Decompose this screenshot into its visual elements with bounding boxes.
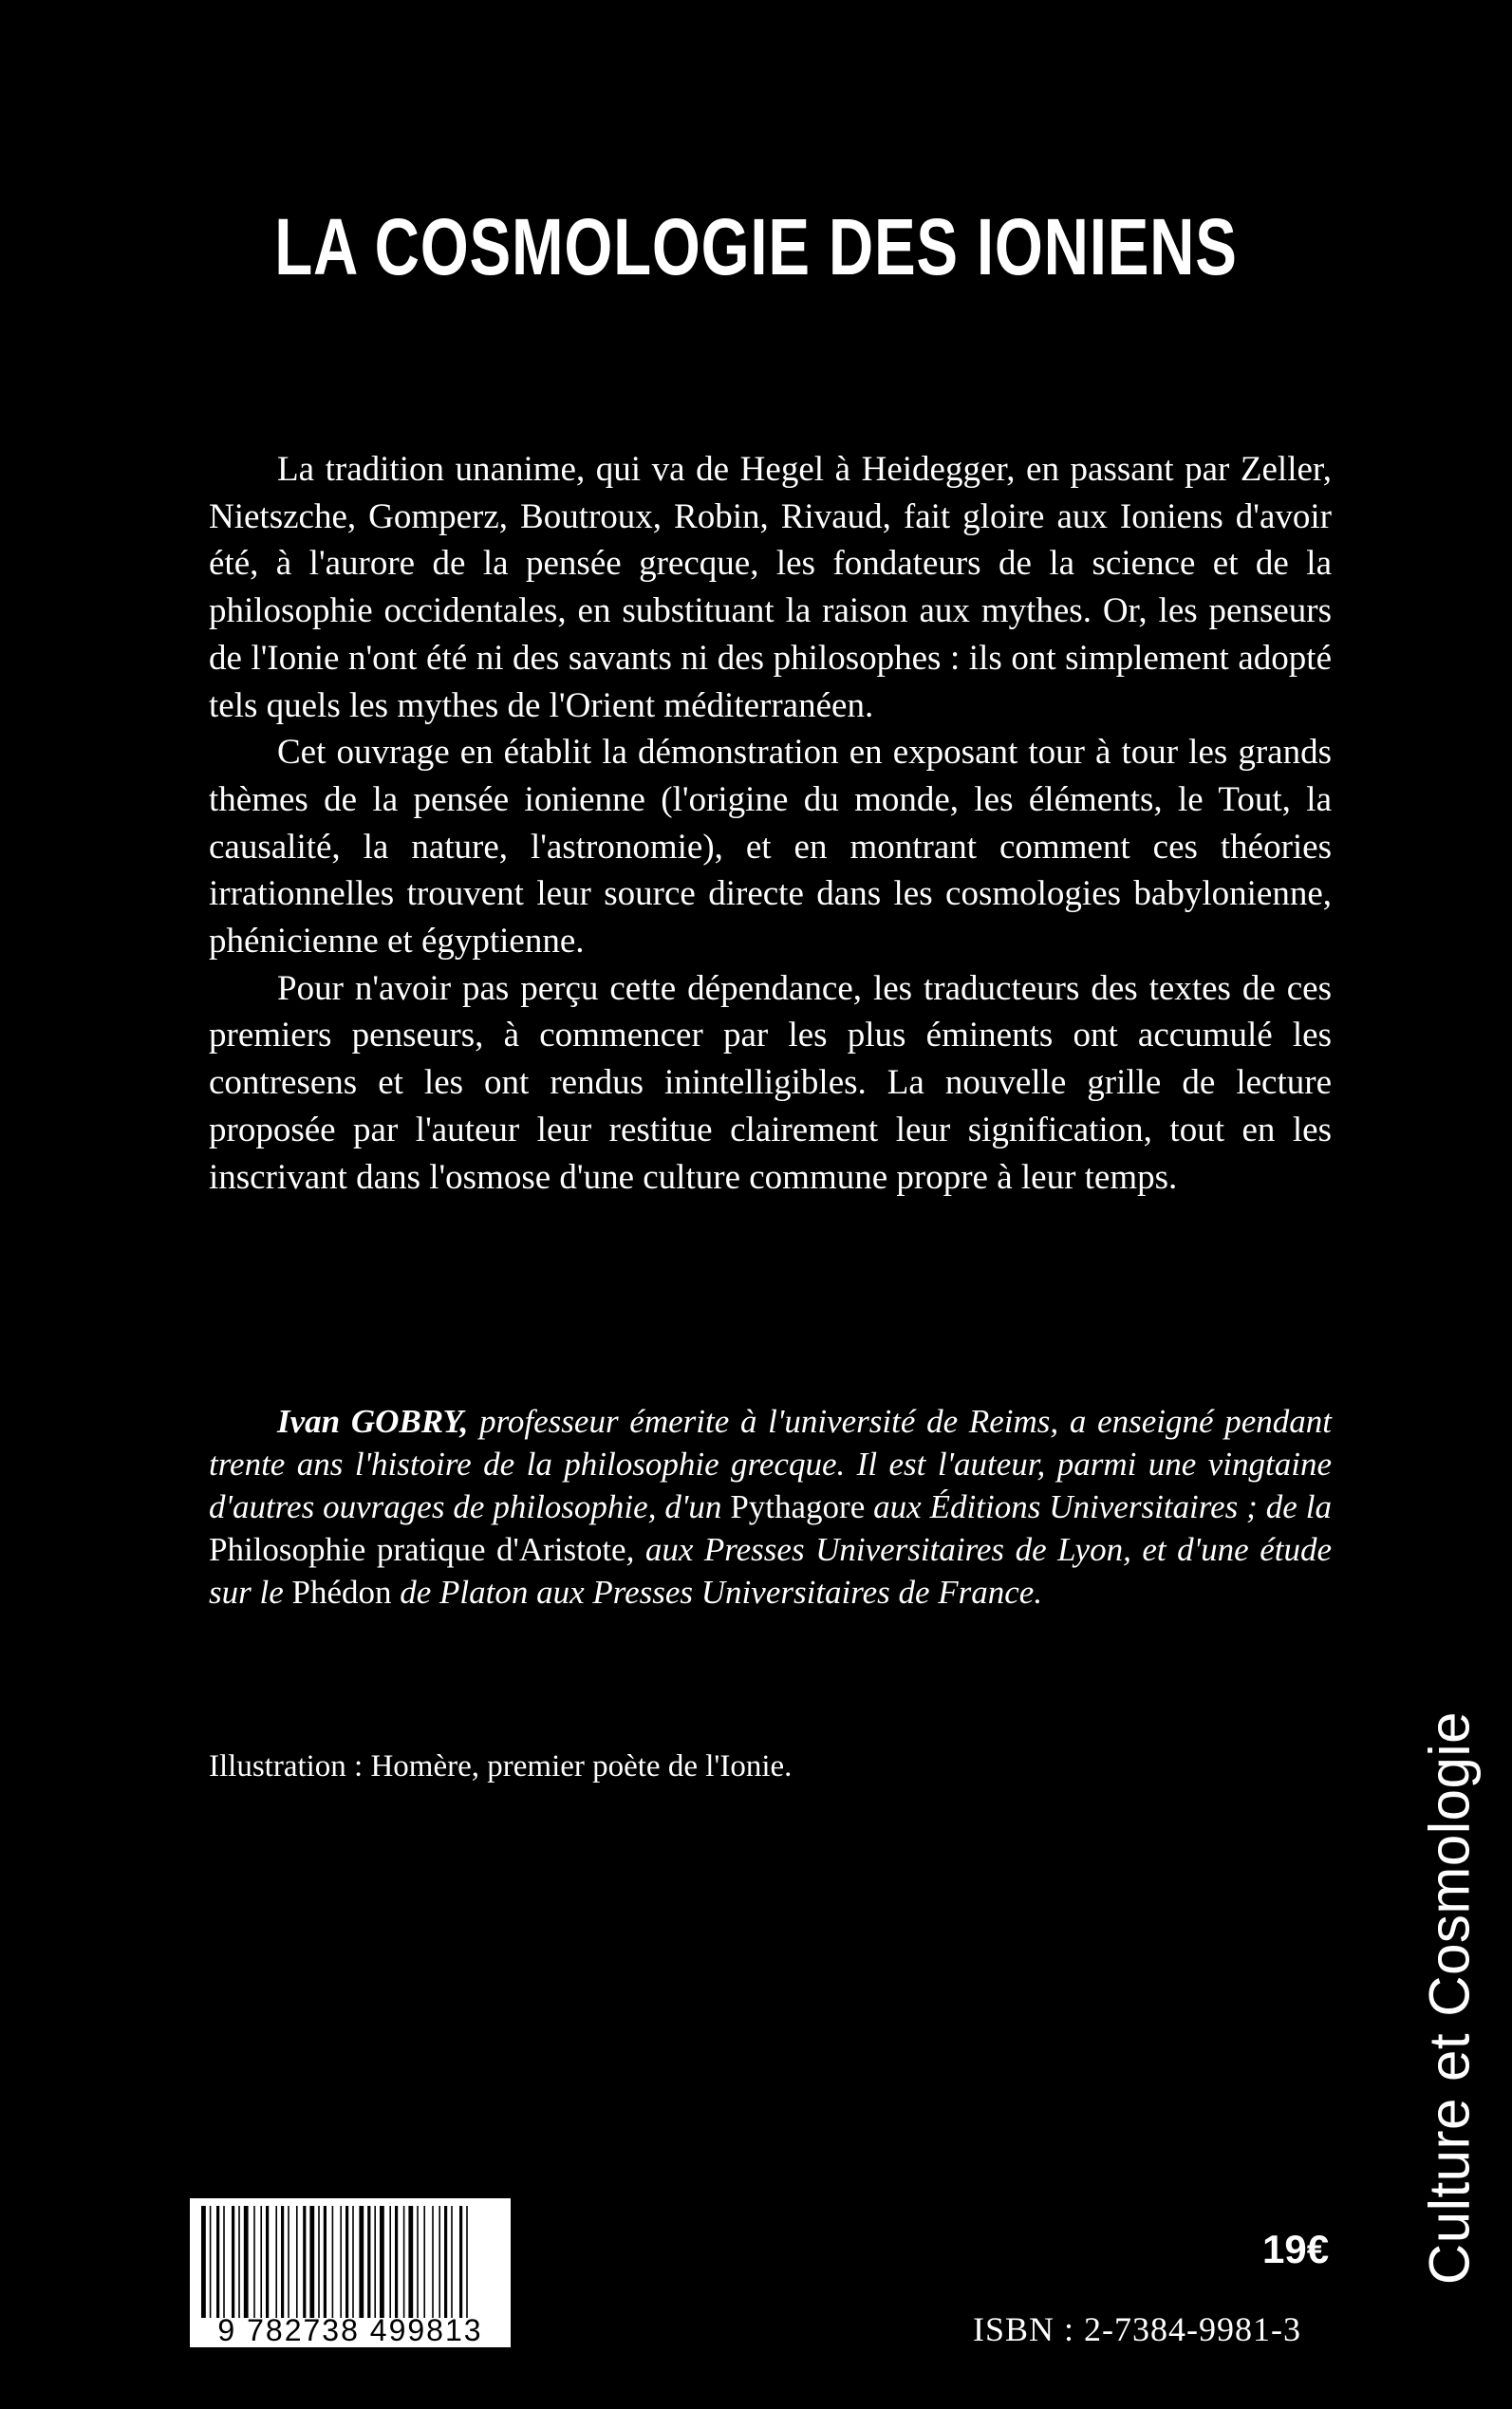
blurb-paragraph-1: La tradition unanime, qui va de Hegel à Heidegger, en passant par Zeller, Nietszche, Gomperz, Boutroux, Robin, Rivaud, fait gloire aux Ioniens d'avoir été, à l'aurore de la pensée grecque, les fondateurs de la science et de la philosophie occidentales, en substituant la raison aux mythes. Or, les penseurs de l'Ionie n'ont été ni des savants ni des philosophes : ils ont simplement adopté tels quels les mythes de l'Orient méditerranéen. [209, 450, 1332, 725]
illustration-credit: Illustration : Homère, premier poète de l'Ionie. [209, 1749, 793, 1783]
bio-book-pythagore: Pythagore [730, 1488, 866, 1525]
price: 19€ [1262, 2227, 1330, 2271]
barcode [190, 2198, 511, 2347]
author-bio [209, 1400, 1332, 1614]
barcode-digits: 9 782738 499813 [217, 2313, 483, 2347]
series-name: Culture et Cosmologie [1417, 1710, 1482, 2286]
barcode-bars [197, 2206, 503, 2318]
blurb-paragraph-3: Pour n'avoir pas perçu cette dépendance, les traducteurs des textes de ces premiers penseurs, à commencer par les plus éminents ont accumulé les contresens et les ont rendus inintelligibles. La nouvelle grille de lecture proposée par l'auteur leur restitue clairement leur signification, tout en les inscrivant dans l'osmose d'une culture commune propre à leur temps. [209, 968, 1332, 1197]
bio-book-phedon: Phédon [291, 1574, 392, 1611]
bio-text-1: professeur émerite à l'université de Reims, a enseigné pendant trente ans l'histoire de la philosophie grecque. Il est l'auteur, parmi une vingtaine d'autres ouvrages de philosophie, d'un [209, 1403, 1332, 1525]
blurb-paragraph-2: Cet ouvrage en établit la démonstration en exposant tour à tour les grands thèmes de la pensée ionienne (l'origine du monde, les éléments, le Tout, la causalité, la nature, l'astronomie), et en montrant comment ces théories irrationnelles trouvent leur source directe dans les cosmologies babylonienne, phénicienne et égyptienne. [209, 733, 1332, 962]
bio-book-philosophie: Philosophie pratique d'Aristote [209, 1531, 626, 1568]
author-name: Ivan GOBRY, [277, 1403, 469, 1440]
bio-text-4: de Platon aux Presses Universitaires de France. [391, 1574, 1043, 1611]
book-title: LA COSMOLOGIE DES IONIENS [274, 202, 1238, 291]
bio-text-3: , aux Presses Universitaires de Lyon, et d'une étude sur le [209, 1531, 1332, 1611]
blurb [209, 446, 1332, 1201]
isbn: ISBN : 2-7384-9981-3 [973, 2310, 1301, 2348]
bio-text-2: aux Éditions Universitaires ; de la [865, 1488, 1332, 1525]
